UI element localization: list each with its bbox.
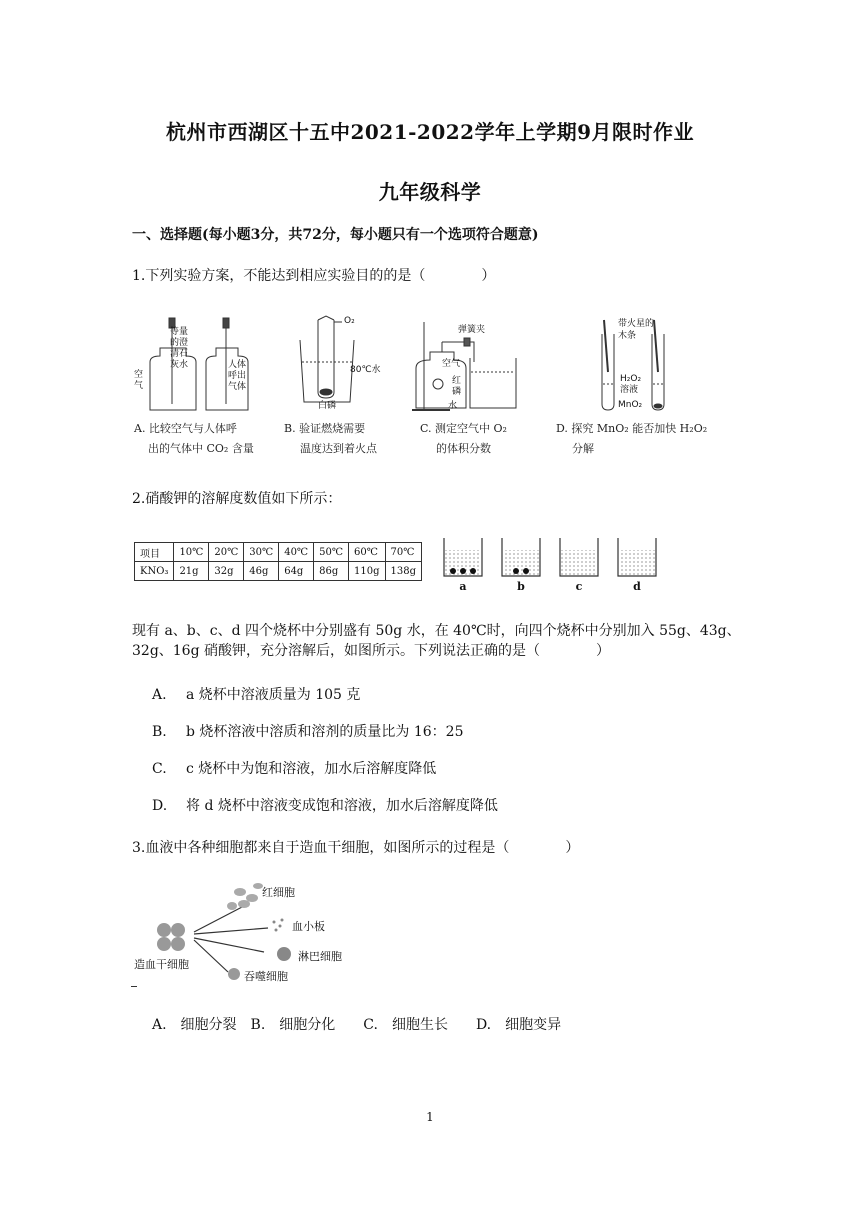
table-cell: 110g <box>349 562 386 581</box>
fig-b-caption-2: 温度达到着火点 <box>300 442 377 455</box>
option-letter: C. <box>152 761 167 777</box>
q1-stem: 1.下列实验方案，不能达到相应实验目的的是（ ） <box>132 268 496 284</box>
q2-option-a <box>152 685 360 705</box>
table-cell: 10℃ <box>174 543 209 562</box>
table-cell: 50℃ <box>314 543 349 562</box>
option-letter: B. <box>152 724 167 740</box>
beaker-label-d: d <box>633 580 641 593</box>
fig-b-o2-label: O₂ <box>344 316 355 326</box>
option-letter: D. <box>152 798 168 814</box>
table-row <box>135 562 422 581</box>
q2-stem: 2.硝酸钾的溶解度数值如下所示： <box>132 491 342 507</box>
document-subtitle: 九年级科学 <box>378 180 482 204</box>
fig-d-stick-label: 带火星的木条 <box>618 319 655 341</box>
table-cell: 60℃ <box>349 543 386 562</box>
q2-option-b <box>152 722 464 742</box>
beaker-label-c: c <box>575 580 583 593</box>
table-cell: 32g <box>209 562 244 581</box>
table-cell: 21g <box>174 562 209 581</box>
q2-body-1: 现有 a、b、c、d 四个烧杯中分别盛有 50g 水，在 40℃时，向四个烧杯中分别加入 55g、43g、 <box>132 623 741 639</box>
table-cell: 项目 <box>135 543 174 562</box>
document-title: 杭州市西湖区十五中2021-2022学年上学期9月限时作业 <box>165 120 695 144</box>
fig-d-caption-2: 分解 <box>572 442 594 455</box>
dash-mark <box>131 986 137 987</box>
q2-option-c <box>152 759 436 779</box>
q2-body-2: 32g、16g 硝酸钾，充分溶解后，如图所示。下列说法正确的是（ ） <box>132 643 611 659</box>
beakers-figure <box>440 536 670 580</box>
option-text: a 烧杯中溶液质量为 105 克 <box>186 687 361 703</box>
beaker-label-b: b <box>517 580 525 593</box>
table-cell: 70℃ <box>385 543 422 562</box>
diagram-label-red-cell: 红细胞 <box>262 886 295 899</box>
fig-c-air-label: 空气 <box>442 359 461 369</box>
table-cell: 46g <box>244 562 279 581</box>
fig-c-rp-label: 红磷 <box>452 376 462 397</box>
option-letter: A. <box>152 687 167 703</box>
fig-a-caption-2: 出的气体中 CO₂ 含量 <box>148 442 254 455</box>
fig-c-caption-1: C. 测定空气中 O₂ <box>420 422 507 435</box>
beaker-label-a: a <box>459 580 467 593</box>
fig-b-caption-1: B. 验证燃烧需要 <box>284 422 366 435</box>
fig-d-mno2-label: MnO₂ <box>618 400 643 410</box>
diagram-label-platelet: 血小板 <box>292 920 325 933</box>
fig-a-caption-1: A. 比较空气与人体呼 <box>134 422 237 435</box>
option-text: 将 d 烧杯中溶液变成饱和溶液，加水后溶解度降低 <box>186 798 498 814</box>
fig-b-p-label: 白磷 <box>318 401 337 411</box>
table-row <box>135 543 422 562</box>
fig-c-caption-2: 的体积分数 <box>436 442 491 455</box>
fig-b-water-label: 80℃水 <box>350 365 381 375</box>
table-cell: 64g <box>279 562 314 581</box>
fig-d-caption-1: D. 探究 MnO₂ 能否加快 H₂O₂ <box>556 422 708 435</box>
fig-a-air-label: 空气 <box>134 370 144 391</box>
fig-a-dropper-label: 等量的澄清石灰水 <box>170 327 189 370</box>
diagram-label-stem-cell: 造血干细胞 <box>134 958 189 971</box>
q3-stem: 3.血液中各种细胞都来自于造血干细胞，如图所示的过程是（ ） <box>132 840 580 856</box>
q1-figure-b <box>290 312 400 416</box>
fig-c-water-label: 水 <box>448 401 458 411</box>
diagram-label-phagocyte: 吞噬细胞 <box>244 970 288 983</box>
q3-options: A. 细胞分裂 B. 细胞分化 C. 细胞生长 D. 细胞变异 <box>152 1017 562 1033</box>
fig-a-breath-label: 人体呼出气体 <box>228 360 247 392</box>
q2-option-d <box>152 796 498 816</box>
option-text: b 烧杯溶液中溶质和溶剂的质量比为 16：25 <box>186 724 464 740</box>
table-cell: 20℃ <box>209 543 244 562</box>
table-cell: 86g <box>314 562 349 581</box>
table-cell: 40℃ <box>279 543 314 562</box>
table-cell: 30℃ <box>244 543 279 562</box>
fig-c-clip-label: 弹簧夹 <box>458 325 486 335</box>
fig-d-h2o2-label: H₂O₂溶液 <box>620 374 642 395</box>
table-cell: 138g <box>385 562 422 581</box>
section-heading: 一、选择题(每小题3分，共72分，每小题只有一个选项符合题意) <box>132 227 539 243</box>
diagram-label-lymphocyte: 淋巴细胞 <box>298 950 342 963</box>
page-number: 1 <box>426 1110 434 1124</box>
table-cell: KNO₃ <box>135 562 174 581</box>
solubility-table <box>134 542 422 581</box>
option-text: c 烧杯中为饱和溶液，加水后溶解度降低 <box>186 761 437 777</box>
